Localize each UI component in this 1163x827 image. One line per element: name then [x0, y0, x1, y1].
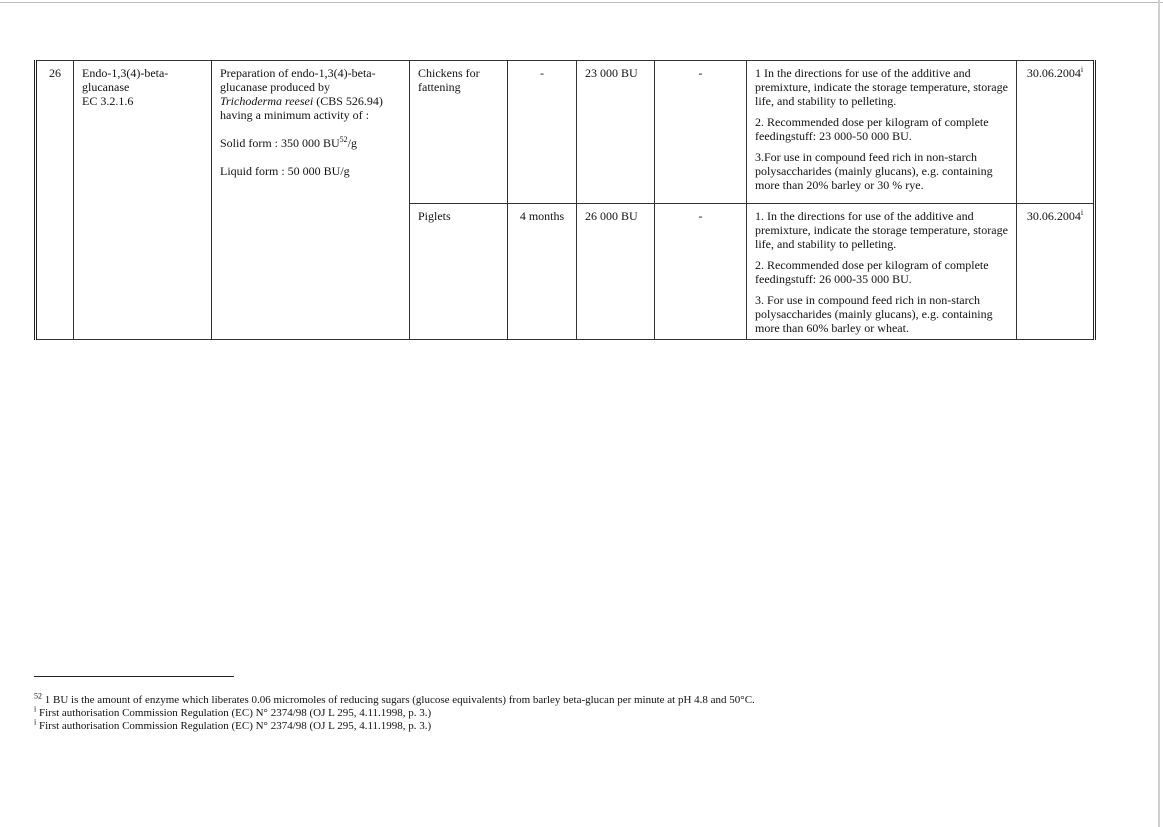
max-age: 4 months [508, 204, 577, 340]
provision-2: 2. Recommended dose per kilogram of complete feedingstuff: 26 000-35 000 BU. [755, 258, 989, 286]
preparation-cell [212, 61, 410, 340]
footnote-text: First authorisation Commission Regulation (EC) N° 2374/98 (OJ L 295, 4.11.1998, p. 3.) [36, 707, 432, 719]
additive-name-line: Endo-1,3(4)-beta- [82, 66, 169, 80]
top-edge-line [0, 2, 1163, 3]
max-content: - [655, 61, 747, 204]
footnote-mark: i [34, 704, 37, 714]
authorisation-period [1017, 204, 1095, 340]
footnote-mark: 52 [34, 691, 42, 701]
liquid-form-activity: Liquid form : 50 000 BU/g [220, 164, 350, 178]
prep-line: having a minimum activity of : [220, 108, 369, 122]
footnote-52 [34, 691, 1034, 707]
prep-line: Preparation of endo-1,3(4)-beta- [220, 66, 376, 80]
additive-table [34, 60, 1096, 340]
footnote-ref: i [1080, 208, 1084, 217]
footnote-ref: i [1080, 65, 1084, 74]
provision-1: 1. In the directions for use of the additive and premixture, indicate the storage temperature, storage life, and stability to pelleting. [755, 209, 1008, 251]
table-row [36, 61, 1095, 204]
prep-organism [220, 94, 401, 108]
footnote-ref: 52 [339, 135, 348, 144]
scan-right-edge [1158, 0, 1160, 827]
footnote-mark: i [34, 717, 37, 727]
other-provisions [747, 204, 1017, 340]
registration-number: 26 [36, 61, 74, 340]
max-content: - [655, 204, 747, 340]
provision-3: 3.For use in compound feed rich in non-starch polysaccharides (mainly glucans), e.g. containing more than 20% barley or 30 % rye. [755, 150, 993, 192]
min-content: 23 000 BU [577, 61, 655, 204]
provision-3: 3. For use in compound feed rich in non-starch polysaccharides (mainly glucans), e.g. containing more than 60% barley or wheat. [755, 293, 993, 335]
animal-species: Piglets [410, 204, 508, 340]
other-provisions [747, 61, 1017, 204]
footnotes [34, 691, 1034, 733]
strain-id: (CBS 526.94) [313, 94, 383, 108]
prep-line: glucanase produced by [220, 80, 330, 94]
solid-form-activity [220, 136, 401, 150]
footnote-text: First authorisation Commission Regulation (EC) N° 2374/98 (OJ L 295, 4.11.1998, p. 3.) [36, 720, 432, 732]
period-date: 30.06.2004 [1026, 66, 1081, 80]
footnote-i [34, 717, 1034, 733]
solid-form-unit: /g [347, 136, 358, 150]
authorisation-period [1017, 61, 1095, 204]
species-name: Trichoderma reesei [220, 94, 314, 108]
provision-2: 2. Recommended dose per kilogram of complete feedingstuff: 23 000-50 000 BU. [755, 115, 989, 143]
solid-form-text: Solid form : 350 000 BU [220, 136, 340, 150]
additive-name-line: glucanase [82, 80, 130, 94]
period-date: 30.06.2004 [1026, 209, 1081, 223]
footnote-text: 1 BU is the amount of enzyme which liberates 0.06 micromoles of reducing sugars (glucose equivalents) from barley beta-glucan per minute at pH 4.8 and 50°C. [42, 694, 755, 706]
footnote-separator [34, 676, 234, 677]
ec-number: EC 3.2.1.6 [82, 94, 134, 108]
min-content: 26 000 BU [577, 204, 655, 340]
provision-1: 1 In the directions for use of the additive and premixture, indicate the storage temperature, storage life, and stability to pelleting. [755, 66, 1008, 108]
animal-species: Chickens for fattening [410, 61, 508, 204]
additive-name-cell [74, 61, 212, 340]
max-age: - [508, 61, 577, 204]
footnote-i [34, 704, 1034, 720]
